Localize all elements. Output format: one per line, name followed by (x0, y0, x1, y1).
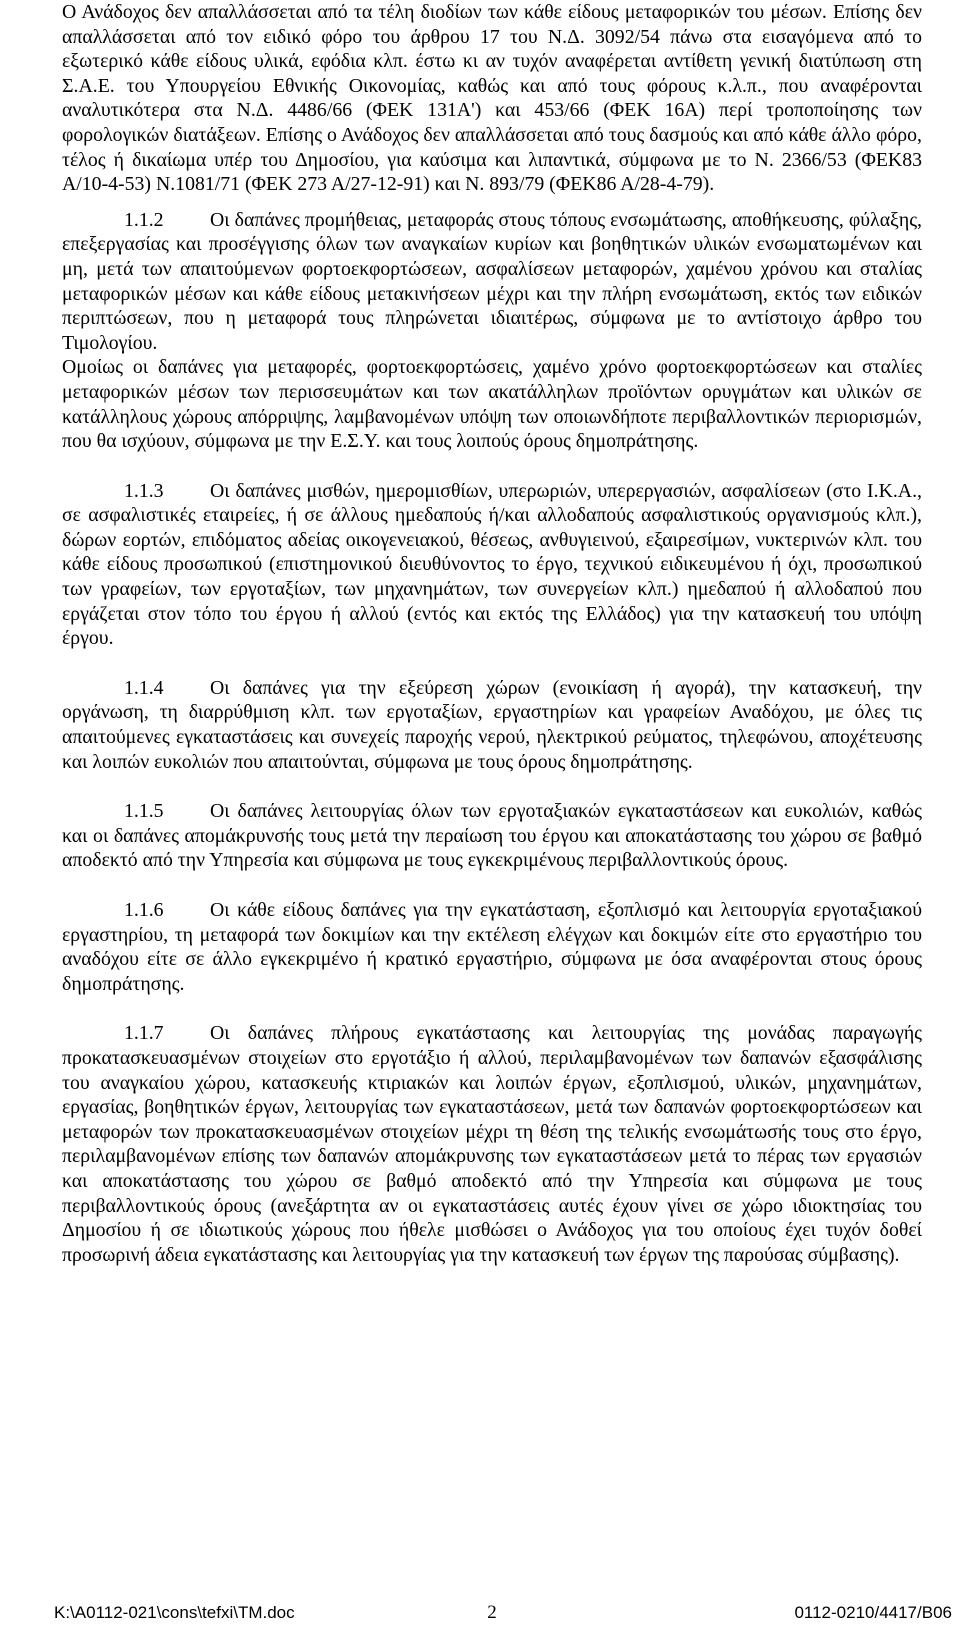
clause-1-1-2 (62, 208, 922, 356)
footer-doc-code: 0112-0210/4417/B06 (794, 1603, 952, 1622)
clause-1-1-2-continuation: Ομοίως οι δαπάνες για μεταφορές, φορτοεκφορτώσεις, χαμένο χρόνο φορτοεκφορτώσεων και σταλίες μεταφορικών μέσων των περισσευμάτων και των ακατάλληλων προϊόντων ορυγμάτων και υλικών σε κατάλληλους χώρους απόρριψης, λαμβανομένων υπόψη των οποιωνδήποτε περιβαλλοντικών περιορισμών, που θα ισχύουν, σύμφωνα με την Ε.Σ.Υ. και τους λοιπούς όρους δημοπράτησης. (62, 356, 922, 453)
clause-number: 1.1.3 (124, 479, 164, 502)
clause-text: Οι δαπάνες προμήθειας, μεταφοράς στους τόπους ενσωμάτωσης, αποθήκευσης, φύλαξης, επεξεργασίας και προσέγγισης όλων των αναγκαίων κυρίων και βοηθητικών υλικών ενσωματωμένων και μη, μετά των απαιτούμενων φορτοεκφορτώσεων, ασφαλίσεων μεταφορών, χαμένου χρόνου και σταλίας μεταφορικών μέσων και κάθε είδους μετακινήσεων μέχρι και την πλήρη ενσωμάτωση, εκτός των ειδικών περιπτώσεων, που η μεταφορά τους πληρώνεται ιδιαιτέρως, σύμφωνα με το αντίστοιχο άρθρο του Τιμολογίου. (62, 208, 922, 354)
clause-number: 1.1.5 (124, 800, 164, 823)
clause-text: Οι δαπάνες πλήρους εγκατάστασης και λειτουργίας της μονάδας παραγωγής προκατασκευασμένων στοιχείων στο εργοτάξιο ή αλλού, περιλαμβανομένων των δαπανών εξασφάλισης του αναγκαίου χώρου, κατασκευής κτιριακών και λοιπών έργων, εξοπλισμού, υλικών, μηχανημάτων, εργασίας, βοηθητικών έργων, λειτουργίας των εγκαταστάσεων, μετά των δαπανών φορτοεκφορτώσεων και μεταφορών των προκατασκευασμένων στοιχείων μέχρι τη θέση της τελικής ενσωμάτωσής τους στο έργο, περιλαμβανομένων επίσης των δαπανών απομάκρυνσης των εγκαταστάσεων μετά το πέρας των εργασιών και αποκατάστασης του χώρου σε βαθμό αποδεκτό από την Υπηρεσία και σύμφωνα με τους περιβαλλοντικούς όρους (ανεξάρτητα αν οι εγκαταστάσεις αυτές έχουν γίνει σε χώρο ιδιοκτησίας του Δημοσίου ή σε ιδιωτικούς χώρους που ήθελε μισθώσει ο Ανάδοχος για του οποίους έχει τυχόν δοθεί προσωρινή άδεια εγκατάστασης και λειτουργίας για την κατασκευή των έργων της παρούσας σύμβασης). (62, 1022, 922, 1266)
footer-file-path: K:\A0112-021\cons\tefxi\TM.doc (54, 1603, 295, 1622)
clause-text: Οι κάθε είδους δαπάνες για την εγκατάσταση, εξοπλισμό και λειτουργία εργοταξιακού εργαστηρίου, τη μεταφορά των δοκιμίων και την εκτέλεση ελέγχων και δοκιμών είτε στο εργαστήριο του αναδόχου είτε σε άλλο εγκεκριμένο ή κρατικό εργαστήριο, σύμφωνα με όσα αναφέρονται στους όρους δημοπράτησης. (62, 899, 922, 995)
clause-1-1-4 (62, 676, 922, 774)
paragraph-spacer (62, 873, 922, 898)
paragraph-spacer (62, 454, 922, 479)
clause-text: Οι δαπάνες μισθών, ημερομισθίων, υπερωριών, υπερεργασιών, ασφαλίσεων (στο Ι.Κ.Α., σε ασφαλιστικές εταιρείες, ή σε άλλους ημεδαπούς ή/και αλλοδαπούς ασφαλιστικούς οργανισμούς κλπ.), δώρων εορτών, επιδόματος αδείας οικογενειακού, θέσεως, ανθυγιεινού, εξαιρεσίμων, νυκτερινών κλπ. του κάθε είδους προσωπικού (επιστημονικού διευθύνοντος το έργο, τεχνικού ειδικευμένου ή όχι, προσωπικού των γραφείων, των εργοταξίων, των μηχανημάτων, των συνεργείων κλπ.) ημεδαπού ή αλλοδαπού που εργάζεται στον τόπο του έργου ή αλλού (εντός και εκτός της Ελλάδος) για την κατασκευή του υπόψη έργου. (62, 479, 922, 650)
document-body (62, 0, 922, 1267)
clause-text: Οι δαπάνες για την εξεύρεση χώρων (ενοικίαση ή αγορά), την κατασκευή, την οργάνωση, τη διαρρύθμιση κλπ. των εργοταξίων, εργαστηρίων και γραφείων Αναδόχου, με όλες τις απαιτούμενες εγκαταστάσεις και συνεχείς παροχής νερού, ηλεκτρικού ρεύματος, τηλεφώνου, αποχέτευσης και λοιπών ευκολιών που απαιτούνται, σύμφωνα με τους όρους δημοπράτησης. (62, 676, 922, 773)
intro-paragraph: Ο Ανάδοχος δεν απαλλάσσεται από τα τέλη διοδίων των κάθε είδους μεταφορικών του μέσων. Επίσης δεν απαλλάσσεται από τον ειδικό φόρο του άρθρου 17 του Ν.Δ. 3092/54 πάνω στα εισαγόμενα από το εξωτερικό κάθε είδους υλικά, εφόδια κλπ. έστω κι αν τυχόν αναφέρεται αντίθετη γενική διατύπωση στη Σ.Α.Ε. του Υπουργείου Εθνικής Οικονομίας, καθώς και από τους φόρους κ.λ.π., που αναφέρονται αναλυτικότερα στα Ν.Δ. 4486/66 (ΦΕΚ 131Α') και 453/66 (ΦΕΚ 16Α) περί τροποποίησης των φορολογικών διατάξεων. Επίσης ο Ανάδοχος δεν απαλλάσσεται από τους δασμούς και από κάθε άλλο φόρο, τέλος ή δικαίωμα υπέρ του Δημοσίου, για καύσιμα και λιπαντικά, σύμφωνα με το Ν. 2366/53 (ΦΕΚ83 Α/10-4-53) Ν.1081/71 (ΦΕΚ 273 Α/27-12-91) και Ν. 893/79 (ΦΕΚ86 Α/28-4-79). (62, 1, 922, 196)
clause-1-1-5 (62, 799, 922, 873)
paragraph-spacer (62, 197, 922, 208)
page-footer (54, 1601, 952, 1625)
clause-number: 1.1.6 (124, 899, 164, 921)
paragraph-spacer (62, 774, 922, 799)
footer-page-number: 2 (487, 1602, 497, 1623)
clause-number: 1.1.2 (124, 208, 164, 231)
document-page (54, 0, 952, 1633)
clause-1-1-6 (62, 898, 922, 996)
clause-number: 1.1.7 (124, 1022, 164, 1045)
clause-text: Οι δαπάνες λειτουργίας όλων των εργοταξιακών εγκαταστάσεων και ευκολιών, καθώς και οι δαπάνες απομάκρυνσής τους μετά την περαίωση του έργου και αποκατάστασης του χώρου σε βαθμό αποδεκτό από την Υπηρεσία και σύμφωνα με τους εγκεκριμένους περιβαλλοντικούς όρους. (62, 800, 922, 872)
clause-number: 1.1.4 (124, 676, 164, 699)
paragraph-spacer (62, 996, 922, 1021)
paragraph-spacer (62, 651, 922, 676)
clause-1-1-3 (62, 479, 922, 651)
clause-1-1-7 (62, 1021, 922, 1267)
